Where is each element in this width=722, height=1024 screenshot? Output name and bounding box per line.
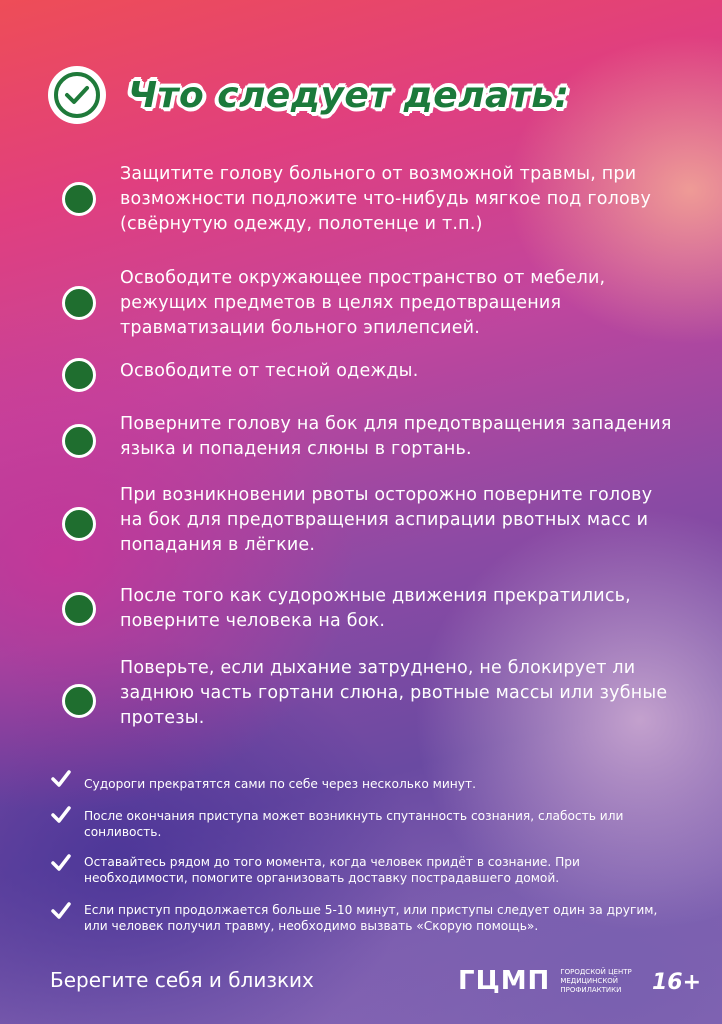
- checkmark-icon: [50, 852, 72, 874]
- step-text: При возникновении рвоты осторожно поверните голову на бок для предотвращения аспирации рвотных масс и попадания в лёгкие.: [120, 485, 653, 555]
- list-item: [62, 586, 631, 631]
- bullet-dot-icon: [62, 286, 96, 320]
- note-text: Судороги прекратятся сами по себе через несколько минут.: [84, 777, 476, 791]
- checkmark-icon: [50, 900, 72, 922]
- step-text: Освободите от тесной одежды.: [120, 361, 419, 381]
- list-item: [62, 266, 606, 338]
- org-logo: [458, 966, 640, 996]
- header: [48, 66, 569, 124]
- checkmark-icon: [50, 804, 72, 826]
- list-item: [62, 358, 419, 392]
- page-title: Что следует делать:: [128, 74, 570, 116]
- note-text: После окончания приступа может возникнуть спутанность сознания, слабость или сонливость.: [84, 809, 624, 839]
- logo-subtitle: ГОРОДСКОЙ ЦЕНТР МЕДИЦИНСКОЙ ПРОФИЛАКТИКИ: [560, 967, 632, 994]
- list-item: [62, 656, 668, 728]
- bullet-dot-icon: [62, 592, 96, 626]
- list-item: [62, 414, 672, 459]
- note-text: Если приступ продолжается больше 5-10 минут, или приступы следует один за другим, или человек получил травму, необходимо вызвать «Скорую помощь».: [84, 903, 658, 933]
- list-item: [62, 160, 652, 234]
- step-text: Защитите голову больного от возможной травмы, при возможности подложите что-нибудь мягкое под голову (свёрнутую одежду, полотенце и т.п.): [120, 164, 652, 234]
- bullet-dot-icon: [62, 507, 96, 541]
- age-rating-badge: 16+: [652, 970, 702, 995]
- checkmark-icon: [50, 768, 72, 790]
- footer-slogan: Берегите себя и близких: [50, 968, 314, 992]
- bullet-dot-icon: [62, 182, 96, 216]
- step-text: Поверните голову на бок для предотвращения западения языка и попадения слюны в гортань.: [120, 414, 672, 459]
- step-text: Поверьте, если дыхание затруднено, не блокирует ли заднюю часть гортани слюна, рвотные массы или зубные протезы.: [120, 658, 668, 728]
- step-text: Освободите окружающее пространство от мебели, режущих предметов в целях предотвращения травматизации больного эпилепсией.: [120, 268, 606, 338]
- note-text: Оставайтесь рядом до того момента, когда человек придёт в сознание. При необходимости, помогите организовать доставку пострадавшего домой.: [84, 855, 580, 885]
- bullet-dot-icon: [62, 424, 96, 458]
- check-circle-icon: [48, 66, 106, 124]
- bullet-dot-icon: [62, 684, 96, 718]
- logo-mark: ГЦМП: [458, 966, 551, 996]
- bullet-dot-icon: [62, 358, 96, 392]
- list-item: [62, 485, 653, 555]
- step-text: После того как судорожные движения прекратились, поверните человека на бок.: [120, 586, 631, 631]
